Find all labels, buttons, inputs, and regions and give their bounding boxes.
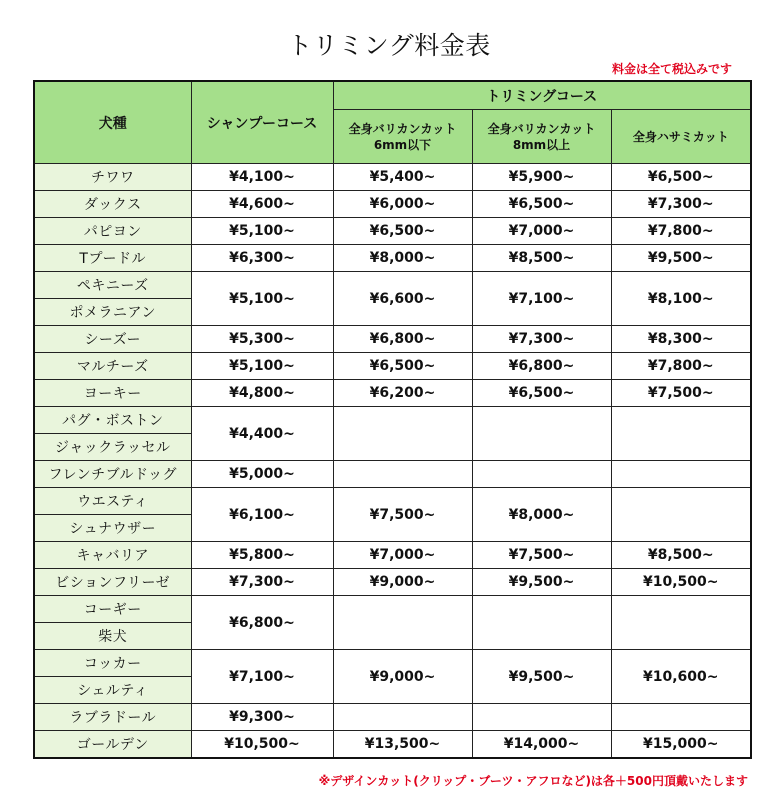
clipper-8mm-price: ¥5,900~ [472,164,611,191]
clipper-6mm-price: ¥8,000~ [333,245,472,272]
breed-name: ポメラニアン [34,299,191,326]
table-row [34,272,751,299]
clipper-6mm-price [333,407,472,461]
clipper-8mm-price: ¥7,300~ [472,326,611,353]
shampoo-price: ¥5,100~ [191,353,333,380]
clipper-6mm-price [333,461,472,488]
header-clipper-8mm [472,110,611,164]
header-shampoo-course: シャンプーコース [191,81,333,164]
shampoo-price: ¥7,100~ [191,650,333,704]
clipper-6mm-price: ¥6,200~ [333,380,472,407]
breed-name: キャバリア [34,542,191,569]
breed-name: チワワ [34,164,191,191]
table-row [34,569,751,596]
tax-note: 料金は全て税込みです [611,62,732,76]
scissor-cut-price [611,596,751,650]
scissor-cut-price: ¥10,600~ [611,650,751,704]
clipper-6mm-price [333,596,472,650]
shampoo-price: ¥5,800~ [191,542,333,569]
shampoo-price: ¥4,100~ [191,164,333,191]
table-row [34,164,751,191]
shampoo-price: ¥10,500~ [191,731,333,759]
scissor-cut-price [611,461,751,488]
breed-name: ウエスティ [34,488,191,515]
clipper-6mm-price: ¥5,400~ [333,164,472,191]
header-scissor-cut-label: 全身ハサミカット [632,129,729,144]
breed-name: ダックス [34,191,191,218]
scissor-cut-price [611,704,751,731]
price-table-body [34,164,751,759]
breed-name: マルチーズ [34,353,191,380]
clipper-8mm-price [472,596,611,650]
header-trimming-course: トリミングコース [333,81,751,110]
clipper-8mm-price: ¥7,100~ [472,272,611,326]
breed-name: フレンチブルドッグ [34,461,191,488]
breed-name: シュナウザー [34,515,191,542]
table-row [34,245,751,272]
clipper-6mm-price [333,704,472,731]
table-row [34,596,751,623]
header-clipper-6mm [333,110,472,164]
clipper-8mm-price: ¥6,500~ [472,380,611,407]
clipper-6mm-price: ¥13,500~ [333,731,472,759]
clipper-8mm-price: ¥8,500~ [472,245,611,272]
clipper-6mm-price: ¥7,500~ [333,488,472,542]
header-scissor-cut [611,110,751,164]
breed-name: ジャックラッセル [34,434,191,461]
clipper-8mm-price: ¥6,500~ [472,191,611,218]
header-breed: 犬種 [34,81,191,164]
table-row [34,407,751,434]
breed-name: シェルティ [34,677,191,704]
breed-name: ゴールデン [34,731,191,759]
scissor-cut-price: ¥8,500~ [611,542,751,569]
clipper-6mm-price: ¥6,500~ [333,218,472,245]
clipper-8mm-price: ¥6,800~ [472,353,611,380]
table-row [34,542,751,569]
table-row [34,704,751,731]
breed-name: Tプードル [34,245,191,272]
scissor-cut-price [611,407,751,461]
breed-name: ビションフリーゼ [34,569,191,596]
header-clipper-6mm-line1: 全身バリカンカット [348,121,457,136]
scissor-cut-price: ¥10,500~ [611,569,751,596]
clipper-6mm-price: ¥6,000~ [333,191,472,218]
shampoo-price: ¥5,100~ [191,218,333,245]
table-row [34,461,751,488]
clipper-8mm-price: ¥8,000~ [472,488,611,542]
clipper-8mm-price: ¥9,500~ [472,569,611,596]
breed-name: シーズー [34,326,191,353]
scissor-cut-price: ¥9,500~ [611,245,751,272]
shampoo-price: ¥6,800~ [191,596,333,650]
header-clipper-6mm-line2: 6mm以下 [373,137,432,152]
scissor-cut-price: ¥7,800~ [611,353,751,380]
clipper-6mm-price: ¥6,800~ [333,326,472,353]
breed-name: コッカー [34,650,191,677]
clipper-6mm-price: ¥9,000~ [333,650,472,704]
breed-name: ラブラドール [34,704,191,731]
shampoo-price: ¥5,100~ [191,272,333,326]
clipper-8mm-price [472,704,611,731]
clipper-8mm-price [472,461,611,488]
scissor-cut-price: ¥7,500~ [611,380,751,407]
scissor-cut-price: ¥7,300~ [611,191,751,218]
page-title: トリミング料金表 [287,31,491,60]
clipper-8mm-price: ¥7,000~ [472,218,611,245]
table-row [34,380,751,407]
breed-name: パグ・ボストン [34,407,191,434]
scissor-cut-price [611,488,751,542]
clipper-6mm-price: ¥6,600~ [333,272,472,326]
shampoo-price: ¥4,400~ [191,407,333,461]
scissor-cut-price: ¥8,100~ [611,272,751,326]
shampoo-price: ¥6,300~ [191,245,333,272]
table-row [34,353,751,380]
table-row [34,191,751,218]
scissor-cut-price: ¥7,800~ [611,218,751,245]
breed-name: コーギー [34,596,191,623]
header-clipper-8mm-line2: 8mm以上 [512,137,571,152]
table-row [34,218,751,245]
breed-name: パピヨン [34,218,191,245]
scissor-cut-price: ¥15,000~ [611,731,751,759]
shampoo-price: ¥5,300~ [191,326,333,353]
shampoo-price: ¥4,600~ [191,191,333,218]
clipper-6mm-price: ¥9,000~ [333,569,472,596]
clipper-8mm-price: ¥7,500~ [472,542,611,569]
table-row [34,650,751,677]
footer-note: ※デザインカット(クリップ・ブーツ・アフロなど)は各＋500円頂戴いたします [318,774,748,788]
breed-name: 柴犬 [34,623,191,650]
price-table [33,80,752,759]
table-row [34,731,751,759]
table-row [34,326,751,353]
scissor-cut-price: ¥8,300~ [611,326,751,353]
clipper-8mm-price: ¥9,500~ [472,650,611,704]
breed-name: ペキニーズ [34,272,191,299]
breed-name: ヨーキー [34,380,191,407]
shampoo-price: ¥9,300~ [191,704,333,731]
header-clipper-8mm-line1: 全身バリカンカット [487,121,596,136]
clipper-8mm-price [472,407,611,461]
scissor-cut-price: ¥6,500~ [611,164,751,191]
shampoo-price: ¥7,300~ [191,569,333,596]
table-row [34,488,751,515]
clipper-6mm-price: ¥7,000~ [333,542,472,569]
clipper-6mm-price: ¥6,500~ [333,353,472,380]
shampoo-price: ¥5,000~ [191,461,333,488]
clipper-8mm-price: ¥14,000~ [472,731,611,759]
shampoo-price: ¥4,800~ [191,380,333,407]
shampoo-price: ¥6,100~ [191,488,333,542]
